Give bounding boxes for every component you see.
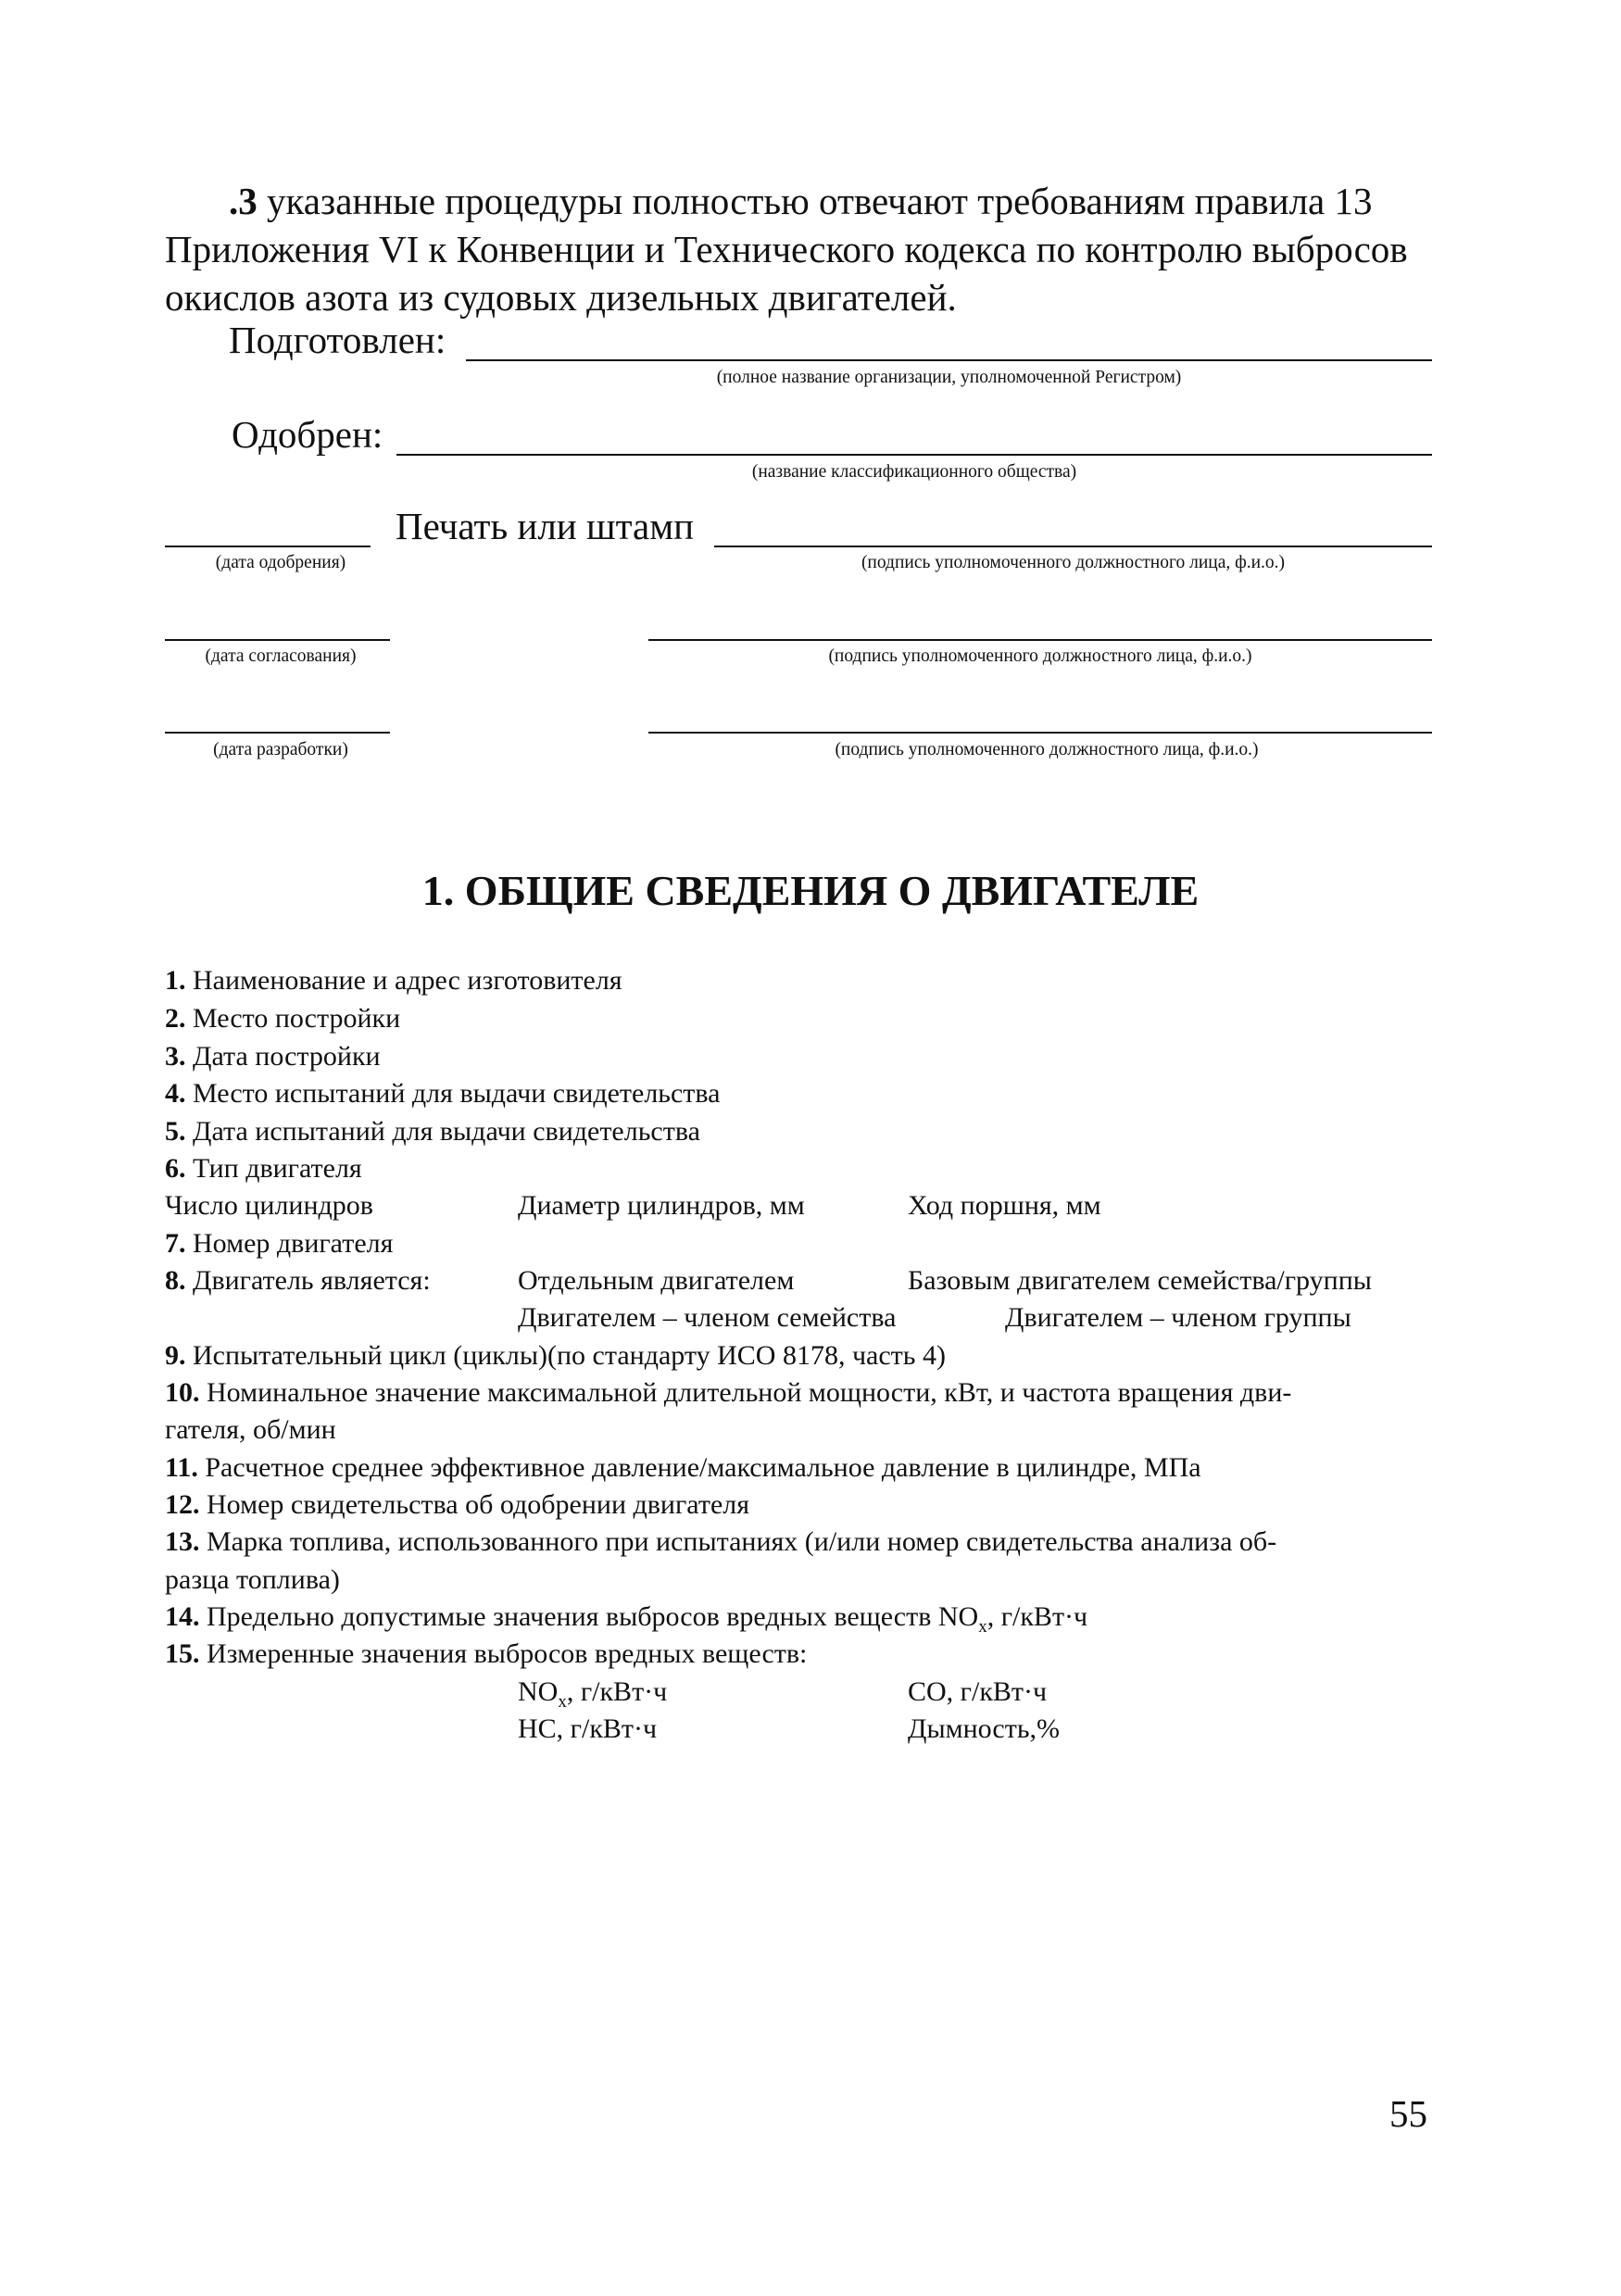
official-signature-line-3 [648,732,1432,734]
item-14-text: Предельно допустимые значения выбросов вредных веществ NO [199,1601,979,1632]
item-15 [165,1638,807,1670]
approved-caption: (название классификационного общества) [751,462,1077,482]
item-7 [165,1228,393,1260]
smoke-measured-label: Дымность,% [908,1713,1061,1744]
item-6-number: 6. [165,1153,186,1184]
intro-line-1 [229,174,1373,228]
page-number: 55 [1389,2092,1427,2135]
hc-measured-label: HC, г/кВт·ч [518,1713,658,1744]
item-2-number: 2. [165,1003,186,1034]
agreement-date-line [165,639,390,641]
item-8-text: Двигатель является: [185,1265,431,1296]
approved-label: Одобрен: [232,413,383,456]
intro-marker: .3 [229,180,258,222]
item-8 [165,1265,431,1297]
item-1-number: 1. [165,965,186,996]
section-title: 1. ОБЩИЕ СВЕДЕНИЯ О ДВИГАТЕЛЕ [421,867,1200,914]
item-14-subscript: x [978,1617,987,1637]
item-9-number: 9. [165,1340,186,1371]
item-2 [165,1003,400,1035]
item-3-number: 3. [165,1041,186,1072]
nox-measured-label [518,1676,668,1712]
co-measured-label: CO, г/кВт·ч [908,1676,1048,1707]
nox-main: NO [518,1676,559,1707]
agreement-date-caption: (дата согласования) [205,646,357,666]
official-signature-caption-2: (подпись уполномоченного должностного лица, ф.и.о.) [828,646,1252,666]
item-1 [165,965,622,997]
item-15-number: 15. [165,1638,200,1669]
item-3-text: Дата постройки [185,1041,381,1072]
item-14-number: 14. [165,1601,200,1632]
piston-stroke-label: Ход поршня, мм [908,1190,1101,1221]
intro-line-2: Приложения VI к Конвенции и Технического кодекса по контролю выбросов [165,228,1408,270]
item-4-text: Место испытаний для выдачи свидетельства [185,1078,721,1109]
item-13-number: 13. [165,1526,200,1557]
nox-subscript: x [558,1692,567,1712]
official-signature-line-1 [714,546,1432,547]
item-1-text: Наименование и адрес изготовителя [185,965,622,996]
cylinders-count-label: Число цилиндров [165,1190,373,1221]
intro-line-3: окислов азота из судовых дизельных двигателей. [165,276,957,319]
item-10-number: 10. [165,1377,200,1408]
item-13 [165,1526,1276,1558]
stamp-label: Печать или штамп [396,505,695,547]
cylinder-diameter-label: Диаметр цилиндров, мм [518,1190,805,1221]
engine-family-member-option: Двигателем – членом семейства [518,1302,897,1333]
item-10-text: Номинальное значение максимальной длительной мощности, кВт, и частота вращения дви- [199,1377,1292,1408]
item-6 [165,1153,362,1185]
nox-unit: , г/кВт·ч [566,1676,668,1707]
item-11-number: 11. [165,1452,198,1483]
item-12 [165,1489,749,1521]
item-13-text: Марка топлива, использованного при испытаниях (и/или номер свидетельства анализа об- [199,1526,1277,1557]
item-4-number: 4. [165,1078,186,1109]
item-10-continuation: гателя, об/мин [165,1414,336,1445]
item-10 [165,1377,1291,1409]
approval-date-line [165,546,371,547]
item-2-text: Место постройки [185,1003,401,1034]
item-5 [165,1116,700,1148]
item-4 [165,1078,721,1110]
item-8-number: 8. [165,1265,186,1296]
engine-base-option: Базовым двигателем семейства/группы [908,1265,1372,1296]
item-6-text: Тип двигателя [185,1153,362,1184]
item-11 [165,1452,1201,1484]
item-13-continuation: разца топлива) [165,1564,340,1595]
intro-line-1-text: указанные процедуры полностью отвечают требованиям правила 13 [257,180,1373,222]
item-9-text: Испытательный цикл (циклы)(по стандарту ИСО 8178, часть 4) [185,1340,946,1371]
prepared-signature-line [466,359,1432,361]
item-15-text: Измеренные значения выбросов вредных веществ: [199,1638,808,1669]
item-5-text: Дата испытаний для выдачи свидетельства [185,1116,700,1147]
item-12-text: Номер свидетельства об одобрении двигателя [199,1489,750,1520]
official-signature-line-2 [648,639,1432,641]
official-signature-caption-1: (подпись уполномоченного должностного лица, ф.и.о.) [861,553,1286,572]
development-date-line [165,732,390,734]
development-date-caption: (дата разработки) [213,740,348,759]
official-signature-caption-3: (подпись уполномоченного должностного лица, ф.и.о.) [835,740,1259,759]
approval-date-caption: (дата одобрения) [215,553,346,572]
prepared-caption: (полное название организации, уполномоченной Регистром) [716,368,1182,387]
engine-group-member-option: Двигателем – членом группы [1005,1302,1351,1333]
item-7-number: 7. [165,1228,186,1259]
item-14-unit: , г/кВт·ч [986,1601,1088,1632]
item-5-number: 5. [165,1116,186,1147]
prepared-label: Подготовлен: [229,319,446,361]
item-14 [165,1601,1088,1637]
item-9 [165,1340,946,1372]
item-3 [165,1041,381,1073]
engine-separate-option: Отдельным двигателем [518,1265,795,1296]
approved-signature-line [396,454,1432,456]
item-11-text: Расчетное среднее эффективное давление/максимальное давление в цилиндре, МПа [197,1452,1201,1483]
item-7-text: Номер двигателя [185,1228,394,1259]
item-12-number: 12. [165,1489,200,1520]
